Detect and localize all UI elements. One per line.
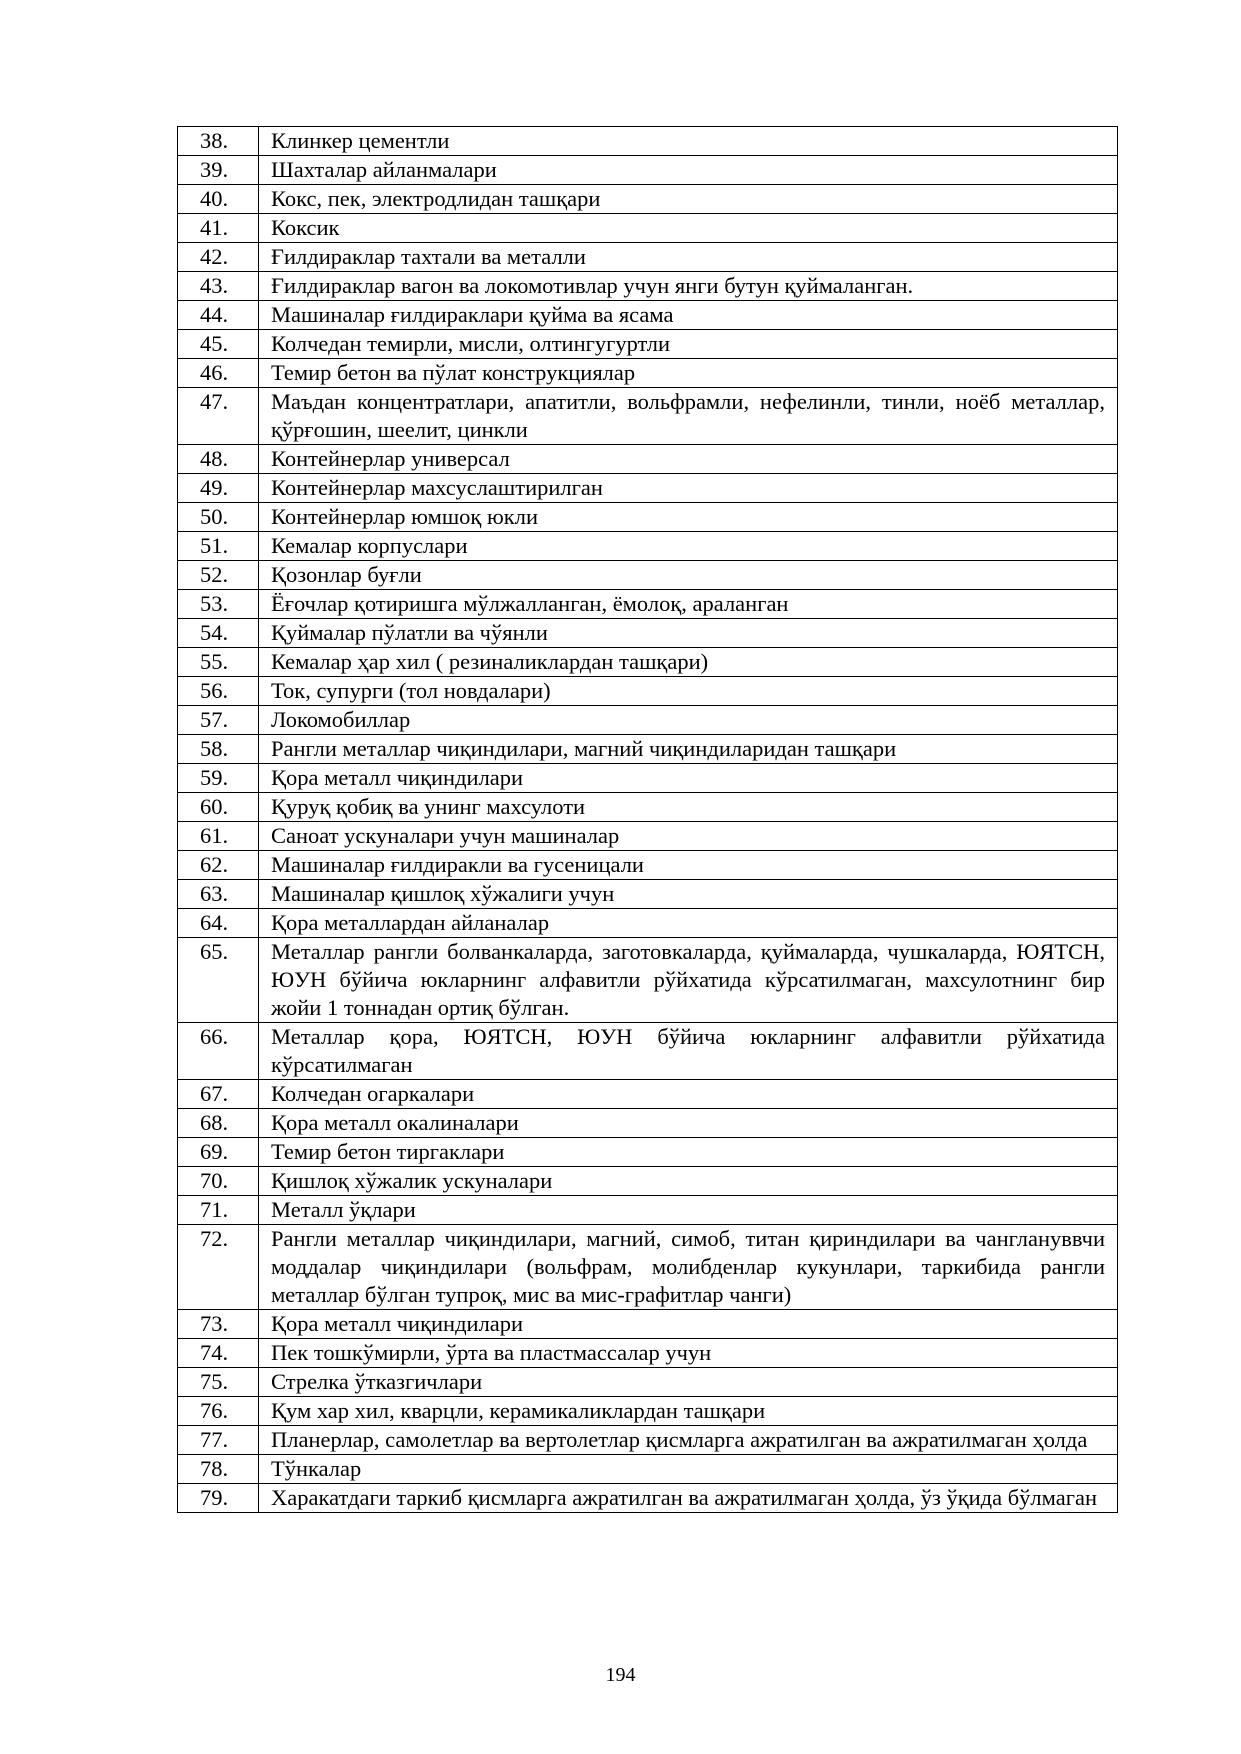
table-row	[178, 1455, 1118, 1484]
row-text: Рангли металлар чиқиндилари, магний, симоб, титан қириндилари ва чанглануввчи моддалар чиқиндилари (вольфрам, молибденлар кукунлари, таркибида рангли металлар бўлган тупроқ, мис ва мис-графитлар чанги)	[259, 1225, 1118, 1310]
table-row	[178, 474, 1118, 503]
table-row	[178, 214, 1118, 243]
table-row	[178, 1426, 1118, 1455]
row-number: 72.	[178, 1225, 259, 1310]
row-text: Металл ўқлари	[259, 1196, 1118, 1225]
table-row	[178, 561, 1118, 590]
row-text: Стрелка ўтказгичлари	[259, 1368, 1118, 1397]
row-text: Металлар қора, ЮЯТСН, ЮУН бўйича юкларнинг алфавитли рўйхатида кўрсатилмаган	[259, 1023, 1118, 1080]
row-text: Ёғочлар қотиришга мўлжалланган, ёмолоқ, араланган	[259, 590, 1118, 619]
row-text: Тўнкалар	[259, 1455, 1118, 1484]
row-number: 45.	[178, 330, 259, 359]
row-text: Рангли металлар чиқиндилари, магний чиқиндиларидан ташқари	[259, 735, 1118, 764]
row-number: 48.	[178, 445, 259, 474]
table-row	[178, 1484, 1118, 1513]
table-row	[178, 648, 1118, 677]
table-row	[178, 185, 1118, 214]
row-text: Қора металлардан айланалар	[259, 909, 1118, 938]
row-text: Қора металл окалиналари	[259, 1109, 1118, 1138]
row-number: 43.	[178, 272, 259, 301]
table-row	[178, 1080, 1118, 1109]
row-text: Ғилдираклар тахтали ва металли	[259, 243, 1118, 272]
table-row	[178, 793, 1118, 822]
row-number: 76.	[178, 1397, 259, 1426]
row-text: Коксик	[259, 214, 1118, 243]
table-row	[178, 1339, 1118, 1368]
row-text: Пек тошкўмирли, ўрта ва пластмассалар учун	[259, 1339, 1118, 1368]
row-text: Қуруқ қобиқ ва унинг махсулоти	[259, 793, 1118, 822]
row-text: Кемалар корпуслари	[259, 532, 1118, 561]
row-text: Контейнерлар универсал	[259, 445, 1118, 474]
table-row	[178, 880, 1118, 909]
table-row	[178, 301, 1118, 330]
row-text: Қора металл чиқиндилари	[259, 764, 1118, 793]
table-row	[178, 735, 1118, 764]
row-text: Кемалар ҳар хил ( резиналиклардан ташқари)	[259, 648, 1118, 677]
row-number: 58.	[178, 735, 259, 764]
row-number: 71.	[178, 1196, 259, 1225]
table-row	[178, 1225, 1118, 1310]
row-number: 68.	[178, 1109, 259, 1138]
row-number: 51.	[178, 532, 259, 561]
table-row	[178, 359, 1118, 388]
row-text: Қора металл чиқиндилари	[259, 1310, 1118, 1339]
row-number: 66.	[178, 1023, 259, 1080]
row-number: 52.	[178, 561, 259, 590]
table-row	[178, 243, 1118, 272]
row-text: Ғилдираклар вагон ва локомотивлар учун янги бутун қуймаланган.	[259, 272, 1118, 301]
row-number: 55.	[178, 648, 259, 677]
table-row	[178, 445, 1118, 474]
table-row	[178, 532, 1118, 561]
row-text: Планерлар, самолетлар ва вертолетлар қисмларга ажратилган ва ажратилмаган ҳолда	[259, 1426, 1118, 1455]
row-number: 67.	[178, 1080, 259, 1109]
table-row	[178, 1138, 1118, 1167]
row-number: 78.	[178, 1455, 259, 1484]
table-row	[178, 677, 1118, 706]
row-number: 54.	[178, 619, 259, 648]
row-text: Машиналар қишлоқ хўжалиги учун	[259, 880, 1118, 909]
table-row	[178, 590, 1118, 619]
table-row	[178, 1397, 1118, 1426]
row-text: Шахталар айланмалари	[259, 156, 1118, 185]
row-text: Металлар рангли болванкаларда, заготовкаларда, қуймаларда, чушкаларда, ЮЯТСН, ЮУН бўйича юкларнинг алфавитли рўйхатида кўрсатилмаган, махсулотнинг бир жойи 1 тоннадан ортиқ бўлган.	[259, 938, 1118, 1023]
table-row	[178, 503, 1118, 532]
table-row	[178, 1167, 1118, 1196]
row-text: Темир бетон ва пўлат конструкциялар	[259, 359, 1118, 388]
row-text: Локомобиллар	[259, 706, 1118, 735]
table-row	[178, 1368, 1118, 1397]
table-row	[178, 330, 1118, 359]
row-number: 42.	[178, 243, 259, 272]
table-row	[178, 822, 1118, 851]
row-number: 69.	[178, 1138, 259, 1167]
row-number: 38.	[178, 127, 259, 156]
table-row	[178, 851, 1118, 880]
table-row	[178, 272, 1118, 301]
row-number: 64.	[178, 909, 259, 938]
row-number: 62.	[178, 851, 259, 880]
row-text: Машиналар ғилдиракли ва гусеницали	[259, 851, 1118, 880]
row-number: 44.	[178, 301, 259, 330]
table-row	[178, 1023, 1118, 1080]
row-number: 56.	[178, 677, 259, 706]
row-text: Саноат ускуналари учун машиналар	[259, 822, 1118, 851]
row-text: Қозонлар буғли	[259, 561, 1118, 590]
row-number: 47.	[178, 388, 259, 445]
row-text: Контейнерлар махсуслаштирилган	[259, 474, 1118, 503]
row-number: 40.	[178, 185, 259, 214]
table-row	[178, 764, 1118, 793]
row-number: 79.	[178, 1484, 259, 1513]
row-number: 75.	[178, 1368, 259, 1397]
row-text: Қуймалар пўлатли ва чўянли	[259, 619, 1118, 648]
table-row	[178, 706, 1118, 735]
table-row	[178, 388, 1118, 445]
row-number: 61.	[178, 822, 259, 851]
row-text: Қишлоқ хўжалик ускуналари	[259, 1167, 1118, 1196]
row-number: 39.	[178, 156, 259, 185]
row-number: 50.	[178, 503, 259, 532]
row-number: 73.	[178, 1310, 259, 1339]
row-number: 63.	[178, 880, 259, 909]
row-number: 53.	[178, 590, 259, 619]
row-text: Клинкер цементли	[259, 127, 1118, 156]
items-table-body	[178, 127, 1118, 1513]
row-text: Ток, супурги (тол новдалари)	[259, 677, 1118, 706]
row-number: 41.	[178, 214, 259, 243]
row-number: 65.	[178, 938, 259, 1023]
table-row	[178, 909, 1118, 938]
row-number: 46.	[178, 359, 259, 388]
row-text: Машиналар ғилдираклари қуйма ва ясама	[259, 301, 1118, 330]
page-number: 194	[605, 1664, 636, 1686]
row-text: Темир бетон тиргаклари	[259, 1138, 1118, 1167]
row-text: Колчедан огаркалари	[259, 1080, 1118, 1109]
row-number: 74.	[178, 1339, 259, 1368]
table-row	[178, 156, 1118, 185]
table-row	[178, 1109, 1118, 1138]
table-row	[178, 1196, 1118, 1225]
row-number: 60.	[178, 793, 259, 822]
table-row	[178, 1310, 1118, 1339]
row-text: Маъдан концентратлари, апатитли, вольфрамли, нефелинли, тинли, ноёб металлар, қўрғошин, шеелит, цинкли	[259, 388, 1118, 445]
row-number: 49.	[178, 474, 259, 503]
row-text: Контейнерлар юмшоқ юкли	[259, 503, 1118, 532]
row-text: Колчедан темирли, мисли, олтингугуртли	[259, 330, 1118, 359]
row-number: 70.	[178, 1167, 259, 1196]
row-number: 59.	[178, 764, 259, 793]
row-text: Харакатдаги таркиб қисмларга ажратилган ва ажратилмаган ҳолда, ўз ўқида бўлмаган	[259, 1484, 1118, 1513]
row-number: 77.	[178, 1426, 259, 1455]
table-row	[178, 619, 1118, 648]
row-number: 57.	[178, 706, 259, 735]
table-row	[178, 127, 1118, 156]
table-row	[178, 938, 1118, 1023]
items-table	[177, 126, 1118, 1513]
row-text: Кокс, пек, электродлидан ташқари	[259, 185, 1118, 214]
row-text: Қум хар хил, кварцли, керамикаликлардан ташқари	[259, 1397, 1118, 1426]
